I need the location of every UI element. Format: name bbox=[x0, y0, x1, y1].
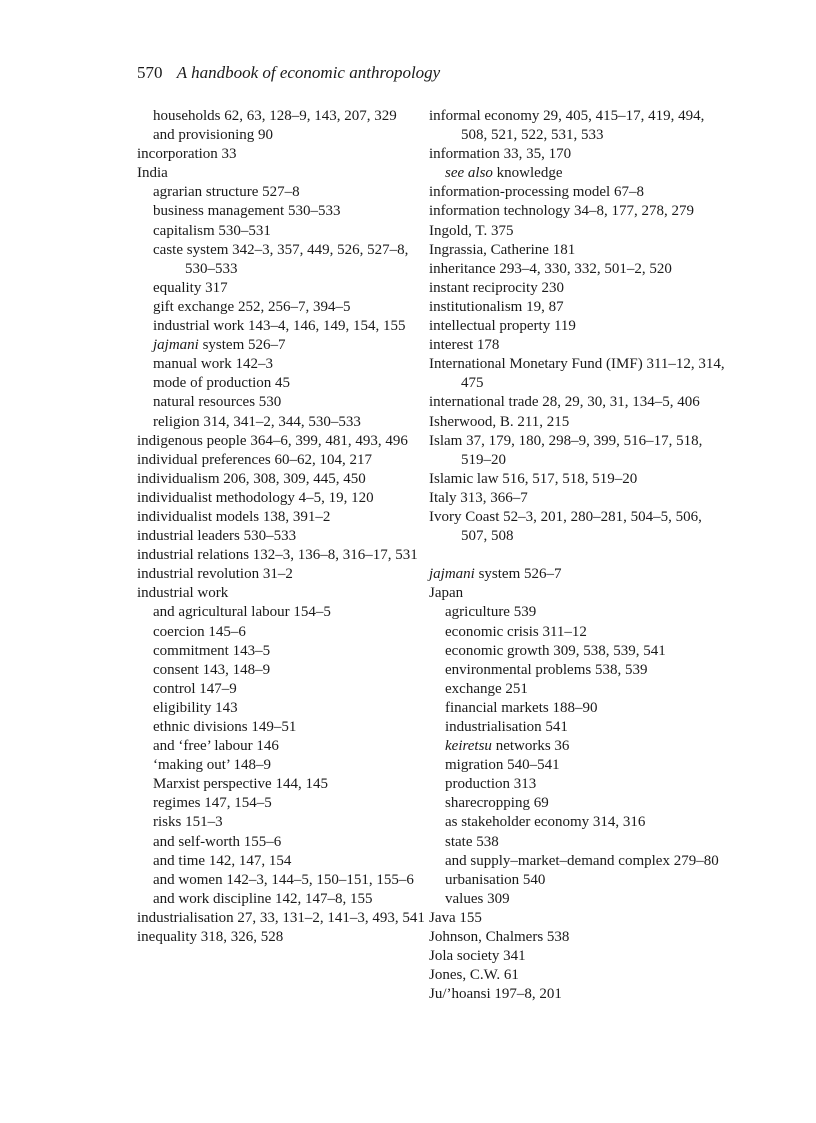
index-column-left bbox=[137, 107, 427, 947]
index-entry-text: risks 151–3 bbox=[153, 814, 223, 831]
index-entry-text: industrial work bbox=[137, 585, 229, 602]
index-subentry bbox=[429, 603, 729, 622]
index-subentry bbox=[137, 890, 427, 909]
index-entry-text: capitalism 530–531 bbox=[153, 222, 271, 239]
index-subentry bbox=[137, 279, 427, 298]
index-subentry bbox=[137, 241, 427, 279]
index-entry-text: Italy 313, 366–7 bbox=[429, 489, 528, 506]
index-entry-text: industrialisation 27, 33, 131–2, 141–3, 493, 541 bbox=[137, 909, 425, 926]
index-subentry bbox=[137, 642, 427, 661]
index-entry-text: and time 142, 147, 154 bbox=[153, 852, 292, 869]
index-entry-text: informal economy 29, 405, 415–17, 419, 494, 508, 521, 522, 531, 533 bbox=[429, 108, 705, 144]
index-subentry bbox=[137, 374, 427, 393]
index-entry-text: Java 155 bbox=[429, 909, 482, 926]
index-entry-text: Ingold, T. 375 bbox=[429, 222, 514, 239]
index-entry bbox=[429, 966, 729, 985]
index-entry-text: business management 530–533 bbox=[153, 203, 341, 220]
index-entry-text: Islamic law 516, 517, 518, 519–20 bbox=[429, 470, 638, 487]
index-entry bbox=[137, 546, 427, 565]
index-subentry bbox=[429, 890, 729, 909]
index-entry-text: India bbox=[137, 165, 168, 182]
index-entry-text: system 526–7 bbox=[198, 337, 286, 354]
index-entry bbox=[429, 470, 729, 489]
index-entry-text: industrial leaders 530–533 bbox=[137, 528, 297, 545]
index-entry-text: as stakeholder economy 314, 316 bbox=[445, 814, 646, 831]
index-entry bbox=[429, 355, 729, 393]
index-entry bbox=[429, 565, 729, 584]
index-entry bbox=[137, 432, 427, 451]
index-subentry bbox=[429, 164, 729, 183]
index-entry-text: individualist methodology 4–5, 19, 120 bbox=[137, 489, 374, 506]
index-entry-text: ethnic divisions 149–51 bbox=[153, 719, 297, 735]
index-entry-text: Japan bbox=[429, 585, 464, 602]
index-entry-text: agrarian structure 527–8 bbox=[153, 184, 300, 201]
index-entry-text: eligibility 143 bbox=[153, 699, 238, 716]
running-header bbox=[137, 62, 440, 84]
index-entry bbox=[137, 145, 427, 164]
index-entry-text: consent 143, 148–9 bbox=[153, 661, 271, 678]
index-entry-text: natural resources 530 bbox=[153, 394, 282, 411]
index-entry bbox=[429, 393, 729, 412]
index-entry-text: Johnson, Chalmers 538 bbox=[429, 929, 570, 946]
index-entry-text: mode of production 45 bbox=[153, 375, 291, 392]
index-subentry bbox=[137, 813, 427, 832]
index-subentry bbox=[429, 718, 729, 737]
index-entry-text: industrial relations 132–3, 136–8, 316–17, 531 bbox=[137, 547, 418, 564]
index-subentry bbox=[137, 852, 427, 871]
index-entry-text: and provisioning 90 bbox=[153, 127, 273, 144]
index-entry bbox=[137, 508, 427, 527]
index-entry-text: economic crisis 311–12 bbox=[445, 623, 587, 640]
index-entry-text: incorporation 33 bbox=[137, 146, 237, 163]
index-entry-text: caste system 342–3, 357, 449, 526, 527–8, 530–533 bbox=[153, 241, 409, 277]
book-title: A handbook of economic anthropology bbox=[176, 63, 441, 82]
index-entry-text: Ingrassia, Catherine 181 bbox=[429, 241, 576, 258]
index-entry-text: institutionalism 19, 87 bbox=[429, 298, 564, 315]
index-entry bbox=[429, 241, 729, 260]
index-subentry bbox=[137, 355, 427, 374]
index-entry-text: migration 540–541 bbox=[445, 757, 560, 774]
index-entry-text: individualism 206, 308, 309, 445, 450 bbox=[137, 470, 366, 487]
index-entry-text: equality 317 bbox=[153, 279, 228, 296]
index-entry-text: economic growth 309, 538, 539, 541 bbox=[445, 642, 666, 659]
index-entry-text: regimes 147, 154–5 bbox=[153, 795, 272, 812]
index-subentry bbox=[429, 642, 729, 661]
index-entry bbox=[429, 183, 729, 202]
index-entry-italic-term: keiretsu bbox=[445, 738, 492, 755]
index-entry-text: sharecropping 69 bbox=[445, 795, 549, 812]
index-subentry bbox=[429, 813, 729, 832]
index-entry bbox=[137, 584, 427, 603]
index-entry bbox=[137, 489, 427, 508]
index-entry-text: exchange 251 bbox=[445, 680, 528, 697]
index-entry-text: Marxist perspective 144, 145 bbox=[153, 776, 328, 793]
index-entry bbox=[429, 584, 729, 603]
index-entry-text: commitment 143–5 bbox=[153, 642, 271, 659]
index-entry-text: control 147–9 bbox=[153, 680, 237, 697]
index-entry-text: Jones, C.W. 61 bbox=[429, 967, 519, 984]
index-subentry bbox=[137, 623, 427, 642]
index-subentry bbox=[137, 413, 427, 432]
index-entry-text: system 526–7 bbox=[474, 566, 562, 583]
index-entry bbox=[429, 928, 729, 947]
index-entry-text: individual preferences 60–62, 104, 217 bbox=[137, 451, 372, 468]
index-entry-text: individualist models 138, 391–2 bbox=[137, 508, 331, 525]
index-subentry bbox=[137, 202, 427, 221]
index-entry bbox=[429, 279, 729, 298]
index-subentry bbox=[429, 756, 729, 775]
index-subentry bbox=[137, 794, 427, 813]
index-entry-text: Islam 37, 179, 180, 298–9, 399, 516–17, 518, 519–20 bbox=[429, 432, 703, 468]
index-subentry bbox=[137, 317, 427, 336]
index-entry-text: Jola society 341 bbox=[429, 948, 526, 965]
index-entry-text: and ‘free’ labour 146 bbox=[153, 738, 279, 755]
index-subentry bbox=[137, 718, 427, 737]
index-entry-text: indigenous people 364–6, 399, 481, 493, 496 bbox=[137, 432, 408, 449]
index-entry-text: Ju/’hoansi 197–8, 201 bbox=[429, 986, 562, 1003]
index-entry bbox=[429, 947, 729, 966]
index-subentry bbox=[137, 126, 427, 145]
index-entry-text: households 62, 63, 128–9, 143, 207, 329 bbox=[153, 108, 397, 124]
page-number: 570 bbox=[137, 63, 163, 82]
index-subentry bbox=[137, 336, 427, 355]
index-entry bbox=[429, 202, 729, 221]
index-entry-text: and women 142–3, 144–5, 150–151, 155–6 bbox=[153, 871, 414, 888]
index-entry-text: instant reciprocity 230 bbox=[429, 279, 564, 296]
index-entry-text: information 33, 35, 170 bbox=[429, 146, 572, 163]
index-entry bbox=[429, 260, 729, 279]
index-entry bbox=[429, 107, 729, 145]
index-entry-text: information technology 34–8, 177, 278, 279 bbox=[429, 203, 694, 220]
index-subentry bbox=[429, 794, 729, 813]
index-entry-text: inheritance 293–4, 330, 332, 501–2, 520 bbox=[429, 260, 672, 277]
index-entry-text: industrialisation 541 bbox=[445, 719, 568, 735]
index-subentry bbox=[137, 775, 427, 794]
index-entry-text: manual work 142–3 bbox=[153, 356, 273, 373]
index-entry-text: information-processing model 67–8 bbox=[429, 184, 644, 201]
index-entry-text: and supply–market–demand complex 279–80 bbox=[445, 852, 719, 869]
index-entry-text: intellectual property 119 bbox=[429, 318, 576, 335]
index-column-right bbox=[429, 107, 729, 1004]
index-entry-text: production 313 bbox=[445, 776, 537, 793]
index-entry-text: and work discipline 142, 147–8, 155 bbox=[153, 890, 373, 907]
index-subentry bbox=[137, 183, 427, 202]
index-subentry bbox=[137, 222, 427, 241]
index-entry-text: Ivory Coast 52–3, 201, 280–281, 504–5, 506, 507, 508 bbox=[429, 508, 702, 545]
index-entry-text: networks 36 bbox=[491, 738, 570, 755]
index-entry bbox=[429, 145, 729, 164]
index-entry-text: inequality 318, 326, 528 bbox=[137, 929, 284, 946]
index-subentry bbox=[429, 680, 729, 699]
index-subentry bbox=[137, 298, 427, 317]
index-subentry bbox=[429, 775, 729, 794]
index-entry-text: urbanisation 540 bbox=[445, 871, 546, 888]
index-entry-text: and self-worth 155–6 bbox=[153, 833, 282, 850]
index-subentry bbox=[137, 699, 427, 718]
index-entry bbox=[137, 928, 427, 947]
index-letter-gap bbox=[429, 546, 729, 565]
index-entry-text: state 538 bbox=[445, 833, 499, 850]
index-subentry bbox=[137, 833, 427, 852]
index-entry-text: international trade 28, 29, 30, 31, 134–5, 406 bbox=[429, 394, 700, 411]
index-entry bbox=[137, 527, 427, 546]
index-entry bbox=[137, 164, 427, 183]
index-entry-text: coercion 145–6 bbox=[153, 623, 246, 640]
index-subentry bbox=[429, 871, 729, 890]
index-subentry bbox=[137, 756, 427, 775]
index-entry-text: values 309 bbox=[445, 890, 510, 907]
index-subentry bbox=[429, 833, 729, 852]
index-subentry bbox=[429, 699, 729, 718]
index-entry bbox=[429, 909, 729, 928]
index-entry bbox=[137, 909, 427, 928]
index-entry-text: financial markets 188–90 bbox=[445, 699, 598, 716]
index-entry bbox=[429, 222, 729, 241]
index-entry bbox=[429, 413, 729, 432]
index-entry-text: agriculture 539 bbox=[445, 604, 537, 621]
index-entry bbox=[137, 470, 427, 489]
index-entry-text: Isherwood, B. 211, 215 bbox=[429, 413, 570, 430]
index-entry-text: industrial revolution 31–2 bbox=[137, 566, 293, 583]
index-subentry bbox=[137, 393, 427, 412]
index-subentry bbox=[137, 603, 427, 622]
index-entry-text: knowledge bbox=[492, 165, 563, 182]
index-subentry bbox=[137, 107, 427, 126]
index-entry-italic-term: jajmani bbox=[153, 337, 199, 354]
index-entry bbox=[429, 489, 729, 508]
index-subentry bbox=[137, 737, 427, 756]
index-subentry bbox=[137, 871, 427, 890]
index-entry bbox=[429, 508, 729, 546]
index-subentry bbox=[429, 737, 729, 756]
index-entry-text: environmental problems 538, 539 bbox=[445, 661, 648, 678]
index-entry bbox=[429, 336, 729, 355]
index-entry bbox=[429, 317, 729, 336]
index-entry bbox=[137, 565, 427, 584]
index-entry-text: religion 314, 341–2, 344, 530–533 bbox=[153, 413, 361, 430]
index-entry-text: International Monetary Fund (IMF) 311–12, 314, 475 bbox=[429, 356, 725, 392]
index-subentry bbox=[429, 623, 729, 642]
index-subentry bbox=[429, 661, 729, 680]
index-entry-text: and agricultural labour 154–5 bbox=[153, 604, 331, 621]
index-entry-text: ‘making out’ 148–9 bbox=[153, 757, 272, 774]
index-entry bbox=[429, 298, 729, 317]
index-entry-text: gift exchange 252, 256–7, 394–5 bbox=[153, 298, 351, 315]
index-entry-text: interest 178 bbox=[429, 337, 500, 354]
index-entry bbox=[137, 451, 427, 470]
index-entry-italic-term: see also bbox=[445, 165, 493, 182]
index-subentry bbox=[429, 852, 729, 871]
index-entry bbox=[429, 432, 729, 470]
index-entry bbox=[429, 985, 729, 1004]
index-entry-text: industrial work 143–4, 146, 149, 154, 155 bbox=[153, 318, 406, 335]
index-subentry bbox=[137, 680, 427, 699]
index-entry-italic-term: jajmani bbox=[429, 566, 475, 583]
index-subentry bbox=[137, 661, 427, 680]
